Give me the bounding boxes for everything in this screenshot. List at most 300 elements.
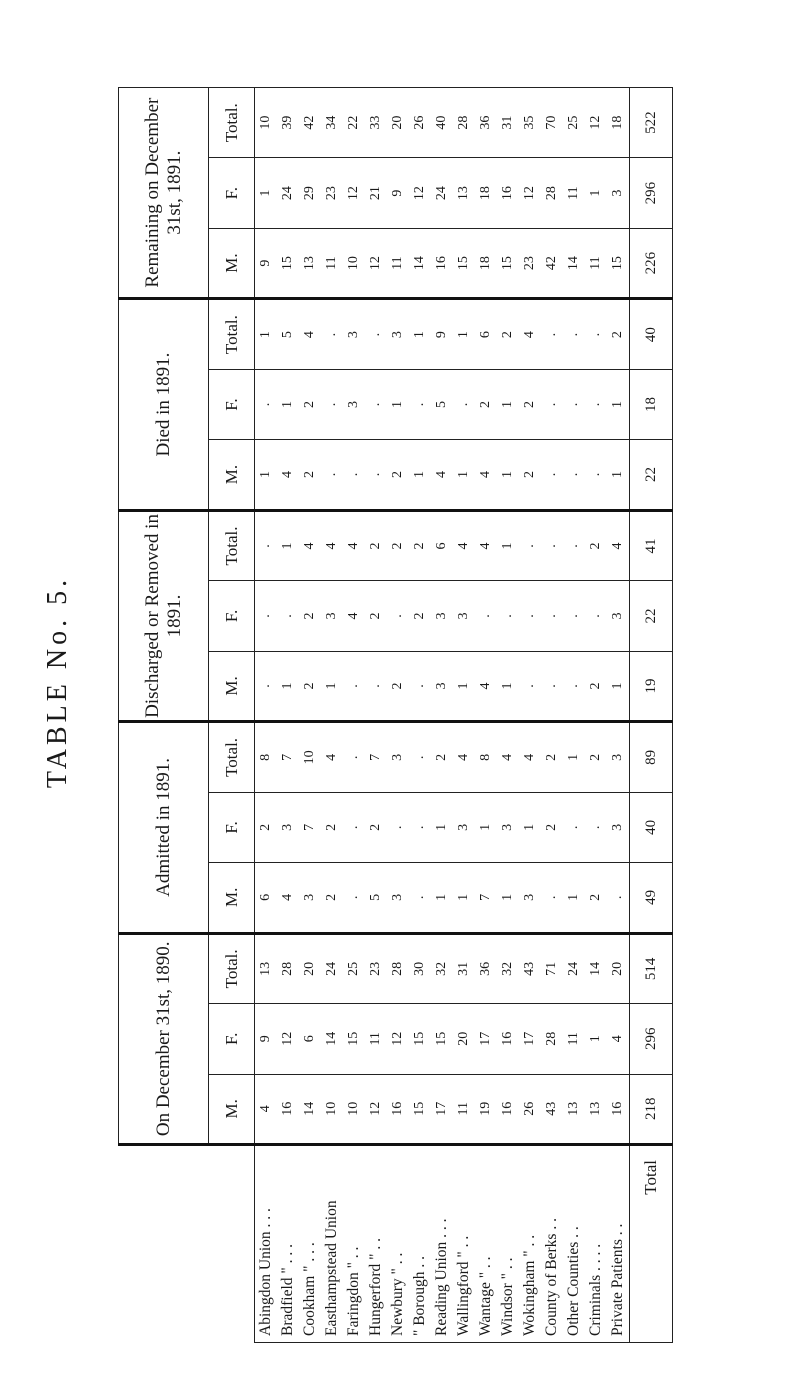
table-cell: 12 <box>387 1004 409 1074</box>
table-cell: 2 <box>299 651 321 721</box>
table-cell: 2 <box>475 369 497 439</box>
table-cell: 1 <box>563 863 585 933</box>
table-cell: 4 <box>453 510 475 580</box>
table-cell: 4 <box>321 510 343 580</box>
table-cell: 3 <box>519 863 541 933</box>
table-cell: 21 <box>365 158 387 228</box>
table-cell: 40 <box>431 87 453 157</box>
table-cell: 1 <box>277 369 299 439</box>
table-cell: 34 <box>321 87 343 157</box>
table-cell: 28 <box>277 933 299 1003</box>
table-cell: . <box>563 440 585 510</box>
table-cell: 22 <box>343 87 365 157</box>
table-cell: 16 <box>607 1074 630 1144</box>
table-cell: . <box>343 863 365 933</box>
table-cell: . <box>585 440 607 510</box>
table-cell: 8 <box>475 722 497 792</box>
table-cell: 32 <box>431 933 453 1003</box>
table-cell: 6 <box>475 299 497 369</box>
table-cell: 1 <box>453 863 475 933</box>
table-cell: 4 <box>607 1004 630 1074</box>
table-cell: 2 <box>321 863 343 933</box>
header-m: M. <box>209 863 255 933</box>
table-cell: 1 <box>453 651 475 721</box>
table-cell: 1 <box>497 863 519 933</box>
table-cell: 9 <box>387 158 409 228</box>
table-cell: 2 <box>541 792 563 862</box>
table-cell: 15 <box>497 228 519 298</box>
row-label: Private Patients . . <box>607 1145 630 1343</box>
table-cell: . <box>453 369 475 439</box>
table-cell: . <box>563 369 585 439</box>
total-cell: 522 <box>630 87 673 157</box>
table-cell: 23 <box>321 158 343 228</box>
table-cell: 4 <box>299 299 321 369</box>
row-label: Faringdon " . . <box>343 1145 365 1343</box>
table-cell: . <box>497 581 519 651</box>
table-cell: 31 <box>497 87 519 157</box>
table-cell: 4 <box>475 510 497 580</box>
table-cell: 25 <box>343 933 365 1003</box>
table-cell: 36 <box>475 933 497 1003</box>
table-row <box>277 87 299 1342</box>
table-cell: . <box>365 440 387 510</box>
table-cell: 1 <box>431 863 453 933</box>
table-cell: 28 <box>541 1004 563 1074</box>
table-cell: 2 <box>607 299 630 369</box>
table-cell: 3 <box>343 369 365 439</box>
table-cell: 4 <box>453 722 475 792</box>
table-cell: . <box>563 651 585 721</box>
table-cell: 7 <box>475 863 497 933</box>
table-cell: 12 <box>365 1074 387 1144</box>
table-cell: 1 <box>321 651 343 721</box>
table-cell: 15 <box>277 228 299 298</box>
table-cell: 14 <box>321 1004 343 1074</box>
table-cell: 11 <box>387 228 409 298</box>
table-cell: 24 <box>431 158 453 228</box>
table-cell: 1 <box>607 440 630 510</box>
row-label: Other Counties . . <box>563 1145 585 1343</box>
table-cell: 4 <box>475 440 497 510</box>
table-cell: 7 <box>365 722 387 792</box>
table-cell: 10 <box>343 228 365 298</box>
table-cell: 4 <box>299 510 321 580</box>
table-cell: . <box>541 581 563 651</box>
table-cell: 1 <box>585 158 607 228</box>
table-cell: 4 <box>277 863 299 933</box>
table-cell: . <box>541 440 563 510</box>
table-cell: . <box>541 510 563 580</box>
table-cell: 28 <box>541 158 563 228</box>
table-cell: 28 <box>387 933 409 1003</box>
table-cell: 2 <box>255 792 278 862</box>
table-cell: 13 <box>563 1074 585 1144</box>
table-cell: 25 <box>563 87 585 157</box>
table-cell: 15 <box>453 228 475 298</box>
table-cell: 32 <box>497 933 519 1003</box>
table-cell: 4 <box>277 440 299 510</box>
row-label: Wokingham " . . <box>519 1145 541 1343</box>
table-cell: 1 <box>497 369 519 439</box>
total-cell: 218 <box>630 1074 673 1144</box>
table-cell: 12 <box>343 158 365 228</box>
table-cell: 10 <box>255 87 278 157</box>
table-cell: 15 <box>607 228 630 298</box>
table-cell: 13 <box>453 158 475 228</box>
table-row <box>343 87 365 1342</box>
table-cell: 1 <box>585 1004 607 1074</box>
table-cell: 2 <box>321 792 343 862</box>
table-cell: 33 <box>365 87 387 157</box>
row-label: Newbury " . . <box>387 1145 409 1343</box>
table-row <box>541 87 563 1342</box>
table-cell: 6 <box>255 863 278 933</box>
table-row <box>475 87 497 1342</box>
table-row <box>409 87 431 1342</box>
table-cell: 20 <box>299 933 321 1003</box>
table-cell: 2 <box>431 722 453 792</box>
row-label: Abingdon Union . . . <box>255 1145 278 1343</box>
table-cell: 24 <box>321 933 343 1003</box>
table-cell: 17 <box>475 1004 497 1074</box>
table-rotated-wrapper <box>118 88 673 1343</box>
table-cell: . <box>563 792 585 862</box>
header-m: M. <box>209 1074 255 1144</box>
table-cell: 39 <box>277 87 299 157</box>
table-cell: 15 <box>409 1074 431 1144</box>
table-cell: 17 <box>431 1074 453 1144</box>
table-cell: 2 <box>519 369 541 439</box>
table-cell: 29 <box>299 158 321 228</box>
total-cell: 296 <box>630 1004 673 1074</box>
table-body <box>255 87 673 1342</box>
table-cell: 1 <box>453 299 475 369</box>
table-cell: . <box>255 369 278 439</box>
table-cell: 12 <box>519 158 541 228</box>
table-cell: . <box>365 369 387 439</box>
table-cell: 6 <box>299 1004 321 1074</box>
total-cell: 226 <box>630 228 673 298</box>
table-cell: 20 <box>387 87 409 157</box>
table-cell: 16 <box>277 1074 299 1144</box>
table-cell: 23 <box>519 228 541 298</box>
table-cell: . <box>563 510 585 580</box>
table-cell: 2 <box>365 792 387 862</box>
table-cell: . <box>541 299 563 369</box>
table-row <box>519 87 541 1342</box>
table-cell: 3 <box>607 581 630 651</box>
table-cell: 15 <box>409 1004 431 1074</box>
total-cell: 514 <box>630 933 673 1003</box>
table-cell: 3 <box>277 792 299 862</box>
table-cell: 2 <box>497 299 519 369</box>
table-cell: 12 <box>585 87 607 157</box>
table-row <box>607 87 630 1342</box>
table-cell: . <box>409 792 431 862</box>
table-cell: 5 <box>431 369 453 439</box>
table-cell: 4 <box>255 1074 278 1144</box>
table-cell: . <box>607 863 630 933</box>
table-cell: 16 <box>431 228 453 298</box>
header-m: M. <box>209 651 255 721</box>
table-cell: 10 <box>321 1074 343 1144</box>
table-cell: 1 <box>409 440 431 510</box>
table-cell: 4 <box>321 722 343 792</box>
table-cell: 24 <box>563 933 585 1003</box>
total-cell: 89 <box>630 722 673 792</box>
table-cell: 3 <box>453 792 475 862</box>
header-m: M. <box>209 440 255 510</box>
table-cell: 24 <box>277 158 299 228</box>
table-cell: 16 <box>497 158 519 228</box>
table-cell: . <box>343 440 365 510</box>
table-cell: 23 <box>365 933 387 1003</box>
table-cell: 2 <box>585 651 607 721</box>
table-cell: 42 <box>541 228 563 298</box>
table-cell: 5 <box>277 299 299 369</box>
row-label: " Borough . . <box>409 1145 431 1343</box>
table-cell: 2 <box>519 440 541 510</box>
table-cell: 14 <box>563 228 585 298</box>
table-cell: 1 <box>255 299 278 369</box>
table-cell: . <box>519 581 541 651</box>
table-cell: 5 <box>365 863 387 933</box>
header-f: F. <box>209 581 255 651</box>
row-label: Hungerford " . . <box>365 1145 387 1343</box>
table-cell: 30 <box>409 933 431 1003</box>
table-cell: 4 <box>343 581 365 651</box>
table-cell: 16 <box>497 1074 519 1144</box>
total-cell: 22 <box>630 581 673 651</box>
header-f: F. <box>209 792 255 862</box>
table-cell: 14 <box>409 228 431 298</box>
table-cell: 26 <box>519 1074 541 1144</box>
table-cell: 1 <box>563 722 585 792</box>
row-label: Wallingford " . . <box>453 1145 475 1343</box>
table-row <box>563 87 585 1342</box>
table-cell: 3 <box>497 792 519 862</box>
header-group-died: Died in 1891. <box>119 299 209 510</box>
table-row <box>387 87 409 1342</box>
table-cell: 3 <box>299 863 321 933</box>
table-cell: . <box>343 651 365 721</box>
header-group-dec-1890: On December 31st, 1890. <box>119 933 209 1144</box>
table-cell: 17 <box>519 1004 541 1074</box>
table-cell: 3 <box>387 863 409 933</box>
table-cell: . <box>519 510 541 580</box>
table-cell: . <box>563 299 585 369</box>
table-cell: 1 <box>497 510 519 580</box>
table-cell: 4 <box>343 510 365 580</box>
table-caption: TABLE No. 5. <box>42 575 73 789</box>
table-cell: 70 <box>541 87 563 157</box>
header-f: F. <box>209 369 255 439</box>
total-cell: 19 <box>630 651 673 721</box>
table-cell: 2 <box>387 651 409 721</box>
table-cell: 2 <box>387 510 409 580</box>
table-cell: 9 <box>255 228 278 298</box>
table-cell: 13 <box>299 228 321 298</box>
table-cell: . <box>475 581 497 651</box>
table-row <box>431 87 453 1342</box>
table-cell: 3 <box>607 158 630 228</box>
table-cell: 15 <box>431 1004 453 1074</box>
table-cell: 35 <box>519 87 541 157</box>
table-cell: 8 <box>255 722 278 792</box>
table-cell: 9 <box>431 299 453 369</box>
table-cell: 14 <box>299 1074 321 1144</box>
table-cell: 1 <box>387 369 409 439</box>
table-cell: . <box>541 369 563 439</box>
table-cell: 3 <box>431 651 453 721</box>
table-cell: 3 <box>607 722 630 792</box>
table-cell: 1 <box>607 369 630 439</box>
table-cell: 7 <box>299 792 321 862</box>
table-cell: 1 <box>431 792 453 862</box>
table-cell: . <box>321 299 343 369</box>
table-cell: . <box>255 581 278 651</box>
table-cell: . <box>321 440 343 510</box>
table-cell: . <box>585 299 607 369</box>
table-cell: 2 <box>299 369 321 439</box>
table-cell: 2 <box>541 722 563 792</box>
table-cell: 12 <box>365 228 387 298</box>
header-group-discharged: Discharged or Removed in 1891. <box>119 510 209 721</box>
table-cell: . <box>387 792 409 862</box>
table-cell: 18 <box>475 158 497 228</box>
table-row <box>321 87 343 1342</box>
table-cell: 1 <box>255 158 278 228</box>
table-cell: 3 <box>431 581 453 651</box>
table-cell: . <box>409 651 431 721</box>
table-cell: 1 <box>409 299 431 369</box>
table-row <box>585 87 607 1342</box>
table-cell: 20 <box>453 1004 475 1074</box>
header-f: F. <box>209 1004 255 1074</box>
table-cell: 1 <box>519 792 541 862</box>
table-cell: 2 <box>365 581 387 651</box>
table-cell: 10 <box>299 722 321 792</box>
table-cell: 6 <box>431 510 453 580</box>
table-cell: . <box>365 299 387 369</box>
table-cell: 9 <box>255 1004 278 1074</box>
table-cell: 16 <box>387 1074 409 1144</box>
header-total: Total. <box>209 510 255 580</box>
table-cell: 71 <box>541 933 563 1003</box>
total-cell: 49 <box>630 863 673 933</box>
table-cell: 7 <box>277 722 299 792</box>
table-cell: 15 <box>343 1004 365 1074</box>
row-label: County of Berks . . <box>541 1145 563 1343</box>
total-cell: 41 <box>630 510 673 580</box>
total-cell: 40 <box>630 299 673 369</box>
total-cell: 22 <box>630 440 673 510</box>
table-cell: 1 <box>497 440 519 510</box>
row-label: Windsor " . . <box>497 1145 519 1343</box>
table-cell: 11 <box>563 1004 585 1074</box>
row-label: Wantage " . . <box>475 1145 497 1343</box>
table-cell: 1 <box>277 651 299 721</box>
table-cell: 31 <box>453 933 475 1003</box>
table-cell: 4 <box>475 651 497 721</box>
table-cell: 10 <box>343 1074 365 1144</box>
total-cell: 40 <box>630 792 673 862</box>
table-cell: 4 <box>519 722 541 792</box>
table-row <box>497 87 519 1342</box>
total-cell: 296 <box>630 158 673 228</box>
table-cell: 1 <box>277 510 299 580</box>
header-total: Total. <box>209 87 255 157</box>
table-cell: 13 <box>255 933 278 1003</box>
table-cell: 12 <box>409 158 431 228</box>
row-label: Easthampstead Union <box>321 1145 343 1343</box>
table-cell: 43 <box>541 1074 563 1144</box>
table-cell: . <box>585 581 607 651</box>
table-cell: 2 <box>585 510 607 580</box>
table-cell: . <box>343 722 365 792</box>
table-cell: 3 <box>343 299 365 369</box>
table-cell: 11 <box>563 158 585 228</box>
table-row <box>365 87 387 1342</box>
table-cell: . <box>343 792 365 862</box>
table-cell: . <box>255 510 278 580</box>
table-cell: . <box>563 581 585 651</box>
row-label: Reading Union . . . <box>431 1145 453 1343</box>
table-cell: 3 <box>321 581 343 651</box>
table-cell: 36 <box>475 87 497 157</box>
header-f: F. <box>209 158 255 228</box>
table-cell: . <box>387 581 409 651</box>
table-cell: . <box>585 369 607 439</box>
table-cell: . <box>519 651 541 721</box>
table-row <box>255 87 278 1342</box>
table-row <box>299 87 321 1342</box>
total-row <box>630 87 673 1342</box>
table-cell: 2 <box>299 581 321 651</box>
table-cell: . <box>277 581 299 651</box>
table-cell: 12 <box>277 1004 299 1074</box>
table-cell: 2 <box>299 440 321 510</box>
table-cell: 3 <box>387 722 409 792</box>
table-cell: 18 <box>607 87 630 157</box>
table-cell: 3 <box>387 299 409 369</box>
total-cell: 18 <box>630 369 673 439</box>
table-cell: 2 <box>585 863 607 933</box>
table-cell: . <box>321 369 343 439</box>
header-group-admitted: Admitted in 1891. <box>119 722 209 933</box>
row-label: Cookham " . . . <box>299 1145 321 1343</box>
table-cell: 3 <box>607 792 630 862</box>
table-cell: 28 <box>453 87 475 157</box>
table-cell: 11 <box>453 1074 475 1144</box>
header-group-remaining: Remaining on December 31st, 1891. <box>119 87 209 298</box>
table-row <box>453 87 475 1342</box>
table-cell: 4 <box>607 510 630 580</box>
table-cell: 4 <box>519 299 541 369</box>
table-cell: 4 <box>431 440 453 510</box>
header-m: M. <box>209 228 255 298</box>
table-cell: 2 <box>585 722 607 792</box>
table-cell: . <box>541 651 563 721</box>
table-cell: 42 <box>299 87 321 157</box>
table-cell: . <box>409 369 431 439</box>
table-cell: . <box>409 863 431 933</box>
table-cell: 11 <box>321 228 343 298</box>
table-cell: 16 <box>497 1004 519 1074</box>
table-cell: 26 <box>409 87 431 157</box>
header-corner <box>119 1145 255 1343</box>
